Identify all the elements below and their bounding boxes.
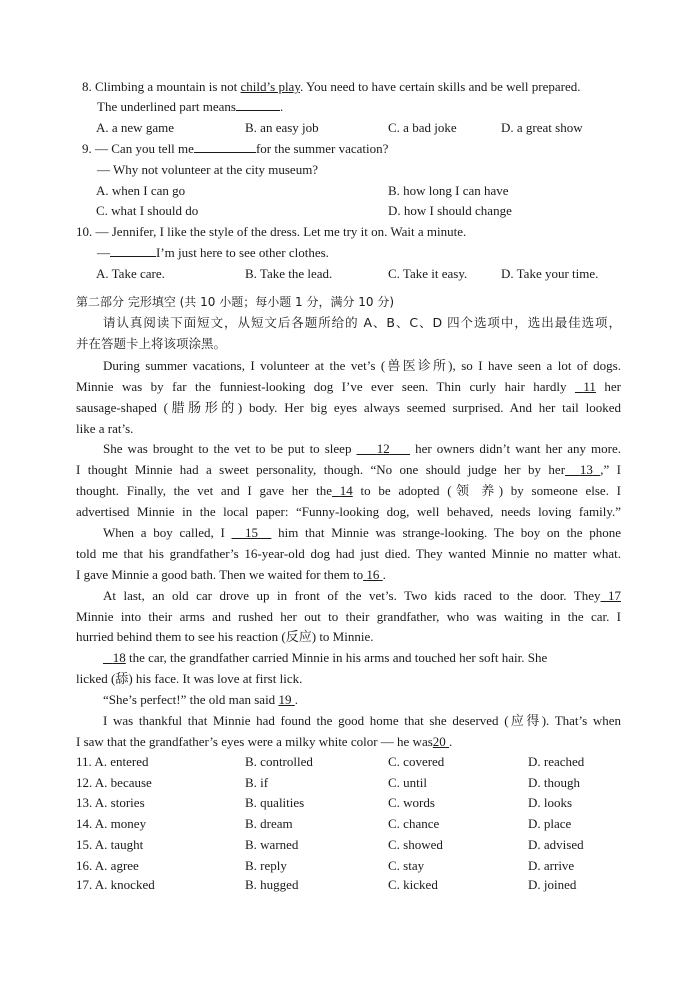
option-a: 11. A. entered [76, 754, 149, 769]
option-c: C. words [388, 795, 435, 810]
q9-option-d: D. how I should change [388, 203, 512, 218]
option-c: C. showed [388, 837, 443, 852]
q10-option-c: C. Take it easy. [388, 266, 468, 281]
q10-option-a: A. Take care. [96, 266, 165, 281]
q9-option-b: B. how long I can have [388, 183, 509, 198]
blank-19: 19 [278, 692, 292, 707]
q10-reply: — I’m just here to see other clothes. [97, 245, 329, 260]
option-d: D. though [528, 775, 580, 790]
passage-line: advertised Minnie in the local paper: “Funny-looking dog, well behaved, needs loving family.” [76, 504, 621, 519]
passage-line: like a rat’s. [76, 421, 134, 436]
q8-option-a: A. a new game [96, 120, 174, 135]
option-b: B. warned [245, 837, 299, 852]
blank-12: 12 [376, 441, 390, 456]
passage-line: During summer vacations, I volunteer at the vet’s (兽医诊所), so I have seen a lot of dogs. [103, 358, 621, 373]
option-b: B. hugged [245, 877, 299, 892]
option-b: B. dream [245, 816, 293, 831]
passage-line: When a boy called, I 15 him that Minnie was strange-looking. The boy on the phone [103, 525, 622, 540]
blank-14: 14 [339, 483, 353, 498]
passage-line: She was brought to the vet to be put to sleep 12 her owners didn’t want her any more. [103, 441, 622, 456]
option-a: 14. A. money [76, 816, 147, 831]
passage-line: Minnie was by far the funniest-looking dog I’ve ever seen. Thin curly hair hardly 11 her [76, 379, 621, 394]
blank-16: 16 [366, 567, 380, 582]
passage-line: told me that his grandfather’s 16-year-old dog had just died. They wanted Minnie no matter what. [76, 546, 621, 561]
passage-line: 18 the car, the grandfather carried Minnie in his arms and touched her soft hair. She [103, 649, 547, 667]
q10-option-d: D. Take your time. [501, 266, 599, 281]
passage-line: sausage-shaped (腊肠形的) body. Her big eyes always seemed surprised. And her tail looked [76, 400, 621, 415]
q8-stem: 8. Climbing a mountain is not child’s play. You need to have certain skills and be well prepared. [82, 79, 581, 94]
option-a: 13. A. stories [76, 795, 145, 810]
q9-stem: 9. — Can you tell me for the summer vacation? [82, 141, 389, 156]
blank-17: 17 [608, 588, 621, 603]
passage-line: I thought Minnie had a sweet personality, though. “No one should judge her by her 13 ,” I [76, 462, 621, 477]
passage-line: “She’s perfect!” the old man said 19 . [103, 692, 298, 707]
q8-option-b: B. an easy job [245, 120, 319, 135]
option-d: D. arrive [528, 858, 575, 873]
q8-underlined-phrase: child’s play [240, 79, 300, 94]
q8-option-c: C. a bad joke [388, 120, 457, 135]
option-a: 15. A. taught [76, 837, 144, 852]
option-b: B. if [245, 775, 269, 790]
passage-line: hurried behind them to see his reaction (反应) to Minnie. [76, 629, 374, 644]
q8-line2: The underlined part means . [97, 99, 284, 114]
passage-line: thought. Finally, the vet and I gave her the 14 to be adopted (领 养) by someone else. I [76, 483, 622, 498]
q9-option-a: A. when I can go [96, 183, 186, 198]
option-a: 16. A. agree [76, 858, 139, 873]
option-a: 12. A. because [76, 775, 152, 790]
section-title: 第二部分 完形填空 (共 10 小题；每小题 1 分，满分 10 分) [76, 295, 395, 309]
blank-18: 18 [112, 650, 126, 665]
q9-option-c: C. what I should do [96, 203, 199, 218]
option-c: C. until [388, 775, 428, 790]
option-c: C. chance [388, 816, 440, 831]
blank-15: 15 [244, 525, 258, 540]
passage-line: At last, an old car drove up in front of the vet’s. Two kids raced to the door. They 17 [103, 588, 621, 603]
option-b: B. controlled [245, 754, 313, 769]
option-d: D. place [528, 816, 572, 831]
q8-option-d: D. a great show [501, 120, 583, 135]
option-d: D. joined [528, 877, 577, 892]
section-instructions-line1: 请认真阅读下面短文，从短文后各题所给的 A、B、C、D 四个选项中，选出最佳选项， [103, 315, 621, 330]
option-b: B. reply [245, 858, 287, 873]
option-d: D. looks [528, 795, 573, 810]
option-c: C. kicked [388, 877, 438, 892]
option-a: 17. A. knocked [76, 877, 155, 892]
passage-line: Minnie into their arms and rushed her out to their grandfather, who was waiting in the car. I [76, 609, 621, 624]
passage-line: licked (舔) his face. It was love at first lick. [76, 671, 303, 686]
answer-blank [194, 140, 256, 153]
passage-line: I gave Minnie a good bath. Then we waited for them to 16 . [76, 567, 386, 582]
q10-stem: 10. — Jennifer, I like the style of the dress. Let me try it on. Wait a minute. [76, 224, 467, 239]
passage-line: I saw that the grandfather’s eyes were a milky white color — he was20 . [76, 734, 453, 749]
q10-option-b: B. Take the lead. [245, 266, 333, 281]
blank-11: 11 [583, 379, 596, 394]
q9-reply: — Why not volunteer at the city museum? [97, 162, 319, 177]
option-c: C. covered [388, 754, 445, 769]
option-d: D. reached [528, 754, 585, 769]
option-b: B. qualities [245, 795, 305, 810]
option-c: C. stay [388, 858, 425, 873]
blank-20: 20 [432, 734, 446, 749]
answer-blank [236, 98, 280, 111]
option-d: D. advised [528, 837, 584, 852]
answer-blank [110, 244, 156, 257]
passage-line: I was thankful that Minnie had found the good home that she deserved (应得). That’s when [103, 713, 621, 728]
blank-13: 13 [579, 462, 593, 477]
section-instructions-line2: 并在答题卡上将该项涂黑。 [76, 336, 227, 351]
